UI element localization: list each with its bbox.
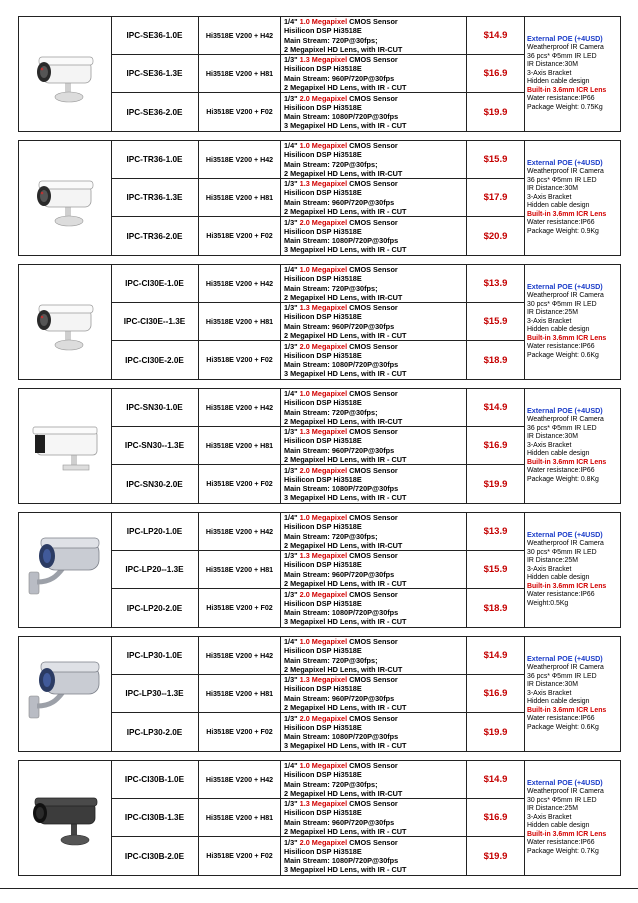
product-row <box>111 179 524 217</box>
lens-line: 3 Megapixel HD Lens, with IR - CUT <box>284 865 407 875</box>
price: $15.9 <box>483 154 508 165</box>
spec-cable: Hidden cable design <box>527 574 590 582</box>
poe-option: External POE (+4USD) <box>527 406 603 416</box>
spec-icr-lens: Built-in 3.6mm ICR Lens <box>527 706 607 714</box>
lens-line: 2 Megapixel HD Lens, with IR-CUT <box>284 416 403 426</box>
sensor-line: 1/4" 1.0 Megapixel CMOS Sensor <box>284 265 398 275</box>
poe-option: External POE (+4USD) <box>527 282 603 292</box>
model-number: IPC-SN30--1.3E <box>111 427 199 464</box>
sensor-line: 1/4" 1.0 Megapixel CMOS Sensor <box>284 141 398 151</box>
model-number: IPC-CI30E-2.0E <box>111 341 199 379</box>
megapixel-rating: 2.0 Megapixel <box>299 465 348 475</box>
dsp-line: Hisilicon DSP Hi3518E <box>284 684 362 694</box>
price: $19.9 <box>483 106 508 118</box>
chipset: Hi3518E V200 + F02 <box>199 589 281 627</box>
product-group <box>18 760 621 876</box>
spec-distance: IR Distance:30M <box>527 185 578 193</box>
product-group <box>18 636 621 752</box>
description <box>281 589 467 627</box>
model-number: IPC-TR36-2.0E <box>111 217 199 255</box>
price: $17.9 <box>483 192 508 203</box>
sensor-line: 1/3" 2.0 Megapixel CMOS Sensor <box>284 713 398 723</box>
lens-line: 2 Megapixel HD Lens, with IR-CUT <box>284 788 403 798</box>
product-row <box>111 513 524 551</box>
sensor-line: 1/3" 1.3 Megapixel CMOS Sensor <box>284 799 398 809</box>
megapixel-rating: 1.0 Megapixel <box>299 17 348 27</box>
spec-list <box>524 761 622 875</box>
megapixel-rating: 1.0 Megapixel <box>299 265 348 275</box>
product-row <box>111 341 524 379</box>
spec-bracket: 3-Axis Bracket <box>527 565 572 573</box>
megapixel-rating: 2.0 Megapixel <box>299 341 348 351</box>
dsp-line: Hisilicon DSP Hi3518E <box>284 102 362 112</box>
lens-line: 2 Megapixel HD Lens, with IR - CUT <box>284 826 407 836</box>
dsp-line: Hisilicon DSP Hi3518E <box>284 436 362 446</box>
description <box>281 799 467 836</box>
sensor-line: 1/4" 1.0 Megapixel CMOS Sensor <box>284 513 398 523</box>
poe-option: External POE (+4USD) <box>527 34 603 44</box>
dsp-line: Hisilicon DSP Hi3518E <box>284 26 362 36</box>
sensor-line: 1/4" 1.0 Megapixel CMOS Sensor <box>284 761 398 771</box>
chipset: Hi3518E V200 + H42 <box>199 17 281 54</box>
megapixel-rating: 1.3 Megapixel <box>299 303 348 313</box>
stream-line: Main Stream: 1080P/720P@30fps <box>284 360 399 369</box>
megapixel-rating: 2.0 Megapixel <box>299 217 348 227</box>
megapixel-rating: 1.3 Megapixel <box>299 427 348 437</box>
camera-image <box>19 761 112 875</box>
description <box>281 465 467 503</box>
product-row <box>111 589 524 627</box>
product-row <box>111 303 524 341</box>
product-group <box>18 388 621 504</box>
spec-distance: IR Distance:25M <box>527 309 578 317</box>
product-row <box>111 675 524 713</box>
spec-distance: IR Distance:25M <box>527 557 578 565</box>
description <box>281 389 467 426</box>
stream-line: Main Stream: 960P/720P@30fps <box>284 569 395 579</box>
chipset: Hi3518E V200 + H81 <box>199 55 281 92</box>
price: $16.9 <box>483 688 508 699</box>
poe-option: External POE (+4USD) <box>527 654 603 664</box>
chipset: Hi3518E V200 + F02 <box>199 93 281 131</box>
description <box>281 761 467 798</box>
megapixel-rating: 1.3 Megapixel <box>299 799 348 809</box>
description <box>281 713 467 751</box>
spec-led: 30 pcs* Ф5mm IR LED <box>527 796 597 804</box>
spec-led: 30 pcs* Ф5mm IR LED <box>527 300 597 308</box>
stream-line: Main Stream: 720P@30fps; <box>284 159 378 169</box>
stream-line: Main Stream: 960P/720P@30fps <box>284 73 395 83</box>
spec-cable: Hidden cable design <box>527 78 590 86</box>
description <box>281 93 467 131</box>
spec-cable: Hidden cable design <box>527 698 590 706</box>
dsp-line: Hisilicon DSP Hi3518E <box>284 226 362 236</box>
spec-led: 36 pcs* Ф5mm IR LED <box>527 424 597 432</box>
camera-image <box>19 637 112 751</box>
dsp-line: Hisilicon DSP Hi3518E <box>284 350 362 360</box>
product-row <box>111 217 524 255</box>
stream-line: Main Stream: 720P@30fps; <box>284 531 378 541</box>
description <box>281 303 467 340</box>
dsp-line: Hisilicon DSP Hi3518E <box>284 560 362 570</box>
lens-line: 2 Megapixel HD Lens, with IR-CUT <box>284 540 403 550</box>
spec-water: Water resistance:IP66 <box>527 839 595 847</box>
sensor-line: 1/3" 2.0 Megapixel CMOS Sensor <box>284 589 398 599</box>
product-row <box>111 427 524 465</box>
chipset: Hi3518E V200 + H81 <box>199 675 281 712</box>
chipset: Hi3518E V200 + H42 <box>199 513 281 550</box>
spec-icr-lens: Built-in 3.6mm ICR Lens <box>527 334 607 342</box>
camera-image <box>19 389 112 503</box>
chipset: Hi3518E V200 + F02 <box>199 837 281 875</box>
stream-line: Main Stream: 960P/720P@30fps <box>284 817 395 827</box>
camera-image <box>19 141 112 255</box>
chipset: Hi3518E V200 + H42 <box>199 389 281 426</box>
product-row <box>111 551 524 589</box>
spec-type: Weatherproof IR Camera <box>527 415 604 423</box>
model-number: IPC-SN30-1.0E <box>111 389 199 426</box>
stream-line: Main Stream: 1080P/720P@30fps <box>284 112 399 121</box>
stream-line: Main Stream: 960P/720P@30fps <box>284 445 395 455</box>
spec-water: Water resistance:IP66 <box>527 343 595 351</box>
price: $14.9 <box>483 650 508 661</box>
stream-line: Main Stream: 960P/720P@30fps <box>284 197 395 207</box>
description <box>281 17 467 54</box>
model-number: IPC-SE36-1.3E <box>111 55 199 92</box>
spec-list <box>524 637 622 751</box>
spec-distance: IR Distance:25M <box>527 805 578 813</box>
model-number: IPC-TR36-1.3E <box>111 179 199 216</box>
spec-cable: Hidden cable design <box>527 326 590 334</box>
lens-line: 2 Megapixel HD Lens, with IR - CUT <box>284 206 407 216</box>
megapixel-rating: 2.0 Megapixel <box>299 93 348 103</box>
stream-line: Main Stream: 1080P/720P@30fps <box>284 732 399 741</box>
lens-line: 2 Megapixel HD Lens, with IR - CUT <box>284 454 407 464</box>
description <box>281 837 467 875</box>
lens-line: 3 Megapixel HD Lens, with IR - CUT <box>284 493 407 503</box>
poe-option: External POE (+4USD) <box>527 158 603 168</box>
spec-list <box>524 513 622 627</box>
spec-water: Water resistance:IP66 <box>527 591 595 599</box>
chipset: Hi3518E V200 + H81 <box>199 179 281 216</box>
chipset: Hi3518E V200 + H42 <box>199 761 281 798</box>
model-number: IPC-LP20-2.0E <box>111 589 199 627</box>
sensor-line: 1/3" 2.0 Megapixel CMOS Sensor <box>284 837 398 847</box>
spec-icr-lens: Built-in 3.6mm ICR Lens <box>527 458 607 466</box>
spec-list <box>524 141 622 255</box>
lens-line: 3 Megapixel HD Lens, with IR - CUT <box>284 369 407 379</box>
model-number: IPC-LP30-2.0E <box>111 713 199 751</box>
product-group <box>18 16 621 132</box>
price: $13.9 <box>483 278 508 289</box>
chipset: Hi3518E V200 + F02 <box>199 713 281 751</box>
stream-line: Main Stream: 960P/720P@30fps <box>284 693 395 703</box>
sensor-line: 1/3" 1.3 Megapixel CMOS Sensor <box>284 427 398 437</box>
spec-bracket: 3-Axis Bracket <box>527 317 572 325</box>
chipset: Hi3518E V200 + H81 <box>199 427 281 464</box>
spec-distance: IR Distance:30M <box>527 433 578 441</box>
spec-bracket: 3-Axis Bracket <box>527 813 572 821</box>
product-row <box>111 465 524 503</box>
description <box>281 513 467 550</box>
model-number: IPC-SN30-2.0E <box>111 465 199 503</box>
model-number: IPC-LP20--1.3E <box>111 551 199 588</box>
spec-water: Water resistance:IP66 <box>527 219 595 227</box>
model-number: IPC-SE36-1.0E <box>111 17 199 54</box>
price: $18.9 <box>483 602 508 614</box>
description <box>281 217 467 255</box>
price: $14.9 <box>483 774 508 785</box>
dsp-line: Hisilicon DSP Hi3518E <box>284 312 362 322</box>
lens-line: 3 Megapixel HD Lens, with IR - CUT <box>284 617 407 627</box>
sensor-line: 1/3" 1.3 Megapixel CMOS Sensor <box>284 551 398 561</box>
model-number: IPC-CI30E-1.0E <box>111 265 199 302</box>
spec-led: 30 pcs* Ф5mm IR LED <box>527 548 597 556</box>
megapixel-rating: 1.0 Megapixel <box>299 761 348 771</box>
spec-led: 36 pcs* Ф5mm IR LED <box>527 672 597 680</box>
price: $18.9 <box>483 354 508 366</box>
spec-type: Weatherproof IR Camera <box>527 787 604 795</box>
sensor-line: 1/3" 2.0 Megapixel CMOS Sensor <box>284 93 398 103</box>
spec-icr-lens: Built-in 3.6mm ICR Lens <box>527 210 607 218</box>
spec-cable: Hidden cable design <box>527 202 590 210</box>
page-bottom-rule <box>0 888 638 889</box>
spec-weight: Weight:0.5Kg <box>527 600 569 608</box>
megapixel-rating: 1.0 Megapixel <box>299 513 348 523</box>
sensor-line: 1/4" 1.0 Megapixel CMOS Sensor <box>284 17 398 27</box>
dsp-line: Hisilicon DSP Hi3518E <box>284 722 362 732</box>
model-number: IPC-TR36-1.0E <box>111 141 199 178</box>
spec-bracket: 3-Axis Bracket <box>527 441 572 449</box>
product-group <box>18 264 621 380</box>
spec-weight: Package Weight: 0.8Kg <box>527 476 599 484</box>
sensor-line: 1/3" 1.3 Megapixel CMOS Sensor <box>284 303 398 313</box>
model-number: IPC-CI30B-1.0E <box>111 761 199 798</box>
stream-line: Main Stream: 720P@30fps; <box>284 779 378 789</box>
description <box>281 141 467 178</box>
megapixel-rating: 1.0 Megapixel <box>299 637 348 647</box>
spec-water: Water resistance:IP66 <box>527 95 595 103</box>
price: $13.9 <box>483 526 508 537</box>
price: $16.9 <box>483 812 508 823</box>
camera-image <box>19 513 112 627</box>
price: $16.9 <box>483 68 508 79</box>
sensor-line: 1/3" 2.0 Megapixel CMOS Sensor <box>284 341 398 351</box>
dsp-line: Hisilicon DSP Hi3518E <box>284 598 362 608</box>
lens-line: 2 Megapixel HD Lens, with IR - CUT <box>284 578 407 588</box>
product-row <box>111 713 524 751</box>
chipset: Hi3518E V200 + F02 <box>199 465 281 503</box>
sensor-line: 1/3" 1.3 Megapixel CMOS Sensor <box>284 179 398 189</box>
spec-type: Weatherproof IR Camera <box>527 291 604 299</box>
dsp-line: Hisilicon DSP Hi3518E <box>284 150 362 160</box>
price-list <box>18 16 621 884</box>
sensor-line: 1/3" 2.0 Megapixel CMOS Sensor <box>284 465 398 475</box>
poe-option: External POE (+4USD) <box>527 530 603 540</box>
stream-line: Main Stream: 720P@30fps; <box>284 35 378 45</box>
spec-type: Weatherproof IR Camera <box>527 167 604 175</box>
spec-type: Weatherproof IR Camera <box>527 43 604 51</box>
product-row <box>111 799 524 837</box>
dsp-line: Hisilicon DSP Hi3518E <box>284 808 362 818</box>
price: $15.9 <box>483 564 508 575</box>
stream-line: Main Stream: 720P@30fps; <box>284 283 378 293</box>
spec-list <box>524 265 622 379</box>
price: $14.9 <box>483 30 508 41</box>
spec-led: 36 pcs* Ф5mm IR LED <box>527 176 597 184</box>
spec-icr-lens: Built-in 3.6mm ICR Lens <box>527 582 607 590</box>
product-row <box>111 265 524 303</box>
product-group <box>18 140 621 256</box>
spec-type: Weatherproof IR Camera <box>527 663 604 671</box>
description <box>281 265 467 302</box>
stream-line: Main Stream: 960P/720P@30fps <box>284 321 395 331</box>
sensor-line: 1/3" 1.3 Megapixel CMOS Sensor <box>284 675 398 685</box>
spec-bracket: 3-Axis Bracket <box>527 193 572 201</box>
product-row <box>111 761 524 799</box>
model-number: IPC-CI30B-1.3E <box>111 799 199 836</box>
dsp-line: Hisilicon DSP Hi3518E <box>284 646 362 656</box>
spec-type: Weatherproof IR Camera <box>527 539 604 547</box>
lens-line: 2 Megapixel HD Lens, with IR-CUT <box>284 168 403 178</box>
spec-cable: Hidden cable design <box>527 822 590 830</box>
spec-bracket: 3-Axis Bracket <box>527 69 572 77</box>
sensor-line: 1/3" 2.0 Megapixel CMOS Sensor <box>284 217 398 227</box>
megapixel-rating: 2.0 Megapixel <box>299 837 348 847</box>
megapixel-rating: 1.0 Megapixel <box>299 389 348 399</box>
lens-line: 2 Megapixel HD Lens, with IR-CUT <box>284 44 403 54</box>
spec-list <box>524 389 622 503</box>
lens-line: 2 Megapixel HD Lens, with IR-CUT <box>284 664 403 674</box>
price: $19.9 <box>483 726 508 738</box>
product-row <box>111 637 524 675</box>
lens-line: 3 Megapixel HD Lens, with IR - CUT <box>284 741 407 751</box>
price: $19.9 <box>483 850 508 862</box>
dsp-line: Hisilicon DSP Hi3518E <box>284 522 362 532</box>
description <box>281 341 467 379</box>
spec-weight: Package Weight: 0.9Kg <box>527 228 599 236</box>
sensor-line: 1/3" 1.3 Megapixel CMOS Sensor <box>284 55 398 65</box>
description <box>281 427 467 464</box>
dsp-line: Hisilicon DSP Hi3518E <box>284 474 362 484</box>
dsp-line: Hisilicon DSP Hi3518E <box>284 64 362 74</box>
description <box>281 551 467 588</box>
megapixel-rating: 1.3 Megapixel <box>299 551 348 561</box>
spec-distance: IR Distance:30M <box>527 61 578 69</box>
product-row <box>111 389 524 427</box>
stream-line: Main Stream: 1080P/720P@30fps <box>284 484 399 493</box>
product-row <box>111 93 524 131</box>
spec-water: Water resistance:IP66 <box>527 715 595 723</box>
stream-line: Main Stream: 720P@30fps; <box>284 407 378 417</box>
megapixel-rating: 1.3 Megapixel <box>299 179 348 189</box>
spec-weight: Package Weight: 0.6Kg <box>527 724 599 732</box>
description <box>281 179 467 216</box>
price: $19.9 <box>483 478 508 490</box>
dsp-line: Hisilicon DSP Hi3518E <box>284 846 362 856</box>
dsp-line: Hisilicon DSP Hi3518E <box>284 188 362 198</box>
model-number: IPC-LP30--1.3E <box>111 675 199 712</box>
model-number: IPC-CI30E--1.3E <box>111 303 199 340</box>
chipset: Hi3518E V200 + F02 <box>199 217 281 255</box>
product-group <box>18 512 621 628</box>
spec-distance: IR Distance:30M <box>527 681 578 689</box>
chipset: Hi3518E V200 + H42 <box>199 265 281 302</box>
chipset: Hi3518E V200 + F02 <box>199 341 281 379</box>
chipset: Hi3518E V200 + H81 <box>199 799 281 836</box>
chipset: Hi3518E V200 + H81 <box>199 551 281 588</box>
spec-weight: Package Weight: 0.6Kg <box>527 352 599 360</box>
dsp-line: Hisilicon DSP Hi3518E <box>284 398 362 408</box>
megapixel-rating: 2.0 Megapixel <box>299 713 348 723</box>
stream-line: Main Stream: 720P@30fps; <box>284 655 378 665</box>
dsp-line: Hisilicon DSP Hi3518E <box>284 770 362 780</box>
poe-option: External POE (+4USD) <box>527 778 603 788</box>
price: $20.9 <box>483 230 508 242</box>
lens-line: 2 Megapixel HD Lens, with IR - CUT <box>284 82 407 92</box>
megapixel-rating: 2.0 Megapixel <box>299 589 348 599</box>
spec-cable: Hidden cable design <box>527 450 590 458</box>
lens-line: 2 Megapixel HD Lens, with IR - CUT <box>284 702 407 712</box>
product-row <box>111 17 524 55</box>
megapixel-rating: 1.0 Megapixel <box>299 141 348 151</box>
dsp-line: Hisilicon DSP Hi3518E <box>284 274 362 284</box>
chipset: Hi3518E V200 + H42 <box>199 141 281 178</box>
lens-line: 2 Megapixel HD Lens, with IR - CUT <box>284 330 407 340</box>
spec-bracket: 3-Axis Bracket <box>527 689 572 697</box>
camera-image <box>19 17 112 131</box>
price: $15.9 <box>483 316 508 327</box>
model-number: IPC-LP20-1.0E <box>111 513 199 550</box>
description <box>281 637 467 674</box>
sensor-line: 1/4" 1.0 Megapixel CMOS Sensor <box>284 637 398 647</box>
spec-weight: Package Weight: 0.7Kg <box>527 848 599 856</box>
lens-line: 3 Megapixel HD Lens, with IR - CUT <box>284 121 407 131</box>
model-number: IPC-SE36-2.0E <box>111 93 199 131</box>
product-row <box>111 837 524 875</box>
stream-line: Main Stream: 1080P/720P@30fps <box>284 856 399 865</box>
spec-weight: Package Weight: 0.75Kg <box>527 104 603 112</box>
price: $14.9 <box>483 402 508 413</box>
stream-line: Main Stream: 1080P/720P@30fps <box>284 236 399 245</box>
product-row <box>111 55 524 93</box>
model-number: IPC-CI30B-2.0E <box>111 837 199 875</box>
chipset: Hi3518E V200 + H42 <box>199 637 281 674</box>
megapixel-rating: 1.3 Megapixel <box>299 55 348 65</box>
price: $16.9 <box>483 440 508 451</box>
spec-icr-lens: Built-in 3.6mm ICR Lens <box>527 86 607 94</box>
spec-led: 36 pcs* Ф5mm IR LED <box>527 52 597 60</box>
lens-line: 3 Megapixel HD Lens, with IR - CUT <box>284 245 407 255</box>
camera-image <box>19 265 112 379</box>
description <box>281 675 467 712</box>
lens-line: 2 Megapixel HD Lens, with IR-CUT <box>284 292 403 302</box>
description <box>281 55 467 92</box>
model-number: IPC-LP30-1.0E <box>111 637 199 674</box>
stream-line: Main Stream: 1080P/720P@30fps <box>284 608 399 617</box>
spec-icr-lens: Built-in 3.6mm ICR Lens <box>527 830 607 838</box>
spec-list <box>524 17 622 131</box>
sensor-line: 1/4" 1.0 Megapixel CMOS Sensor <box>284 389 398 399</box>
megapixel-rating: 1.3 Megapixel <box>299 675 348 685</box>
product-row <box>111 141 524 179</box>
spec-water: Water resistance:IP66 <box>527 467 595 475</box>
chipset: Hi3518E V200 + H81 <box>199 303 281 340</box>
